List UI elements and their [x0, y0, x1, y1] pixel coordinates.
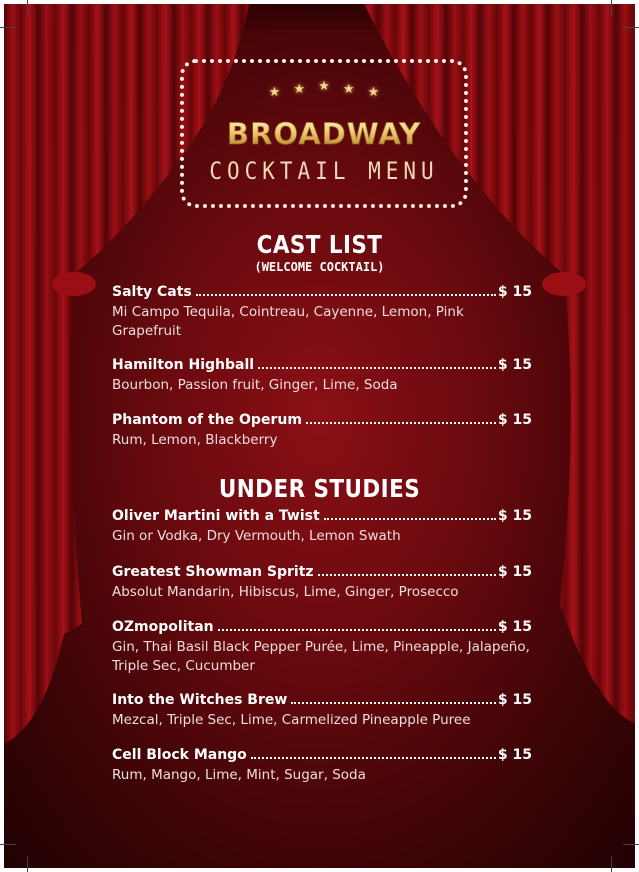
item-name: Greatest Showman Spritz	[112, 564, 314, 580]
item-description: Rum, Mango, Lime, Mint, Sugar, Soda	[112, 767, 366, 783]
crop-mark	[0, 27, 16, 28]
crop-mark	[0, 844, 16, 845]
menu-item	[112, 564, 532, 602]
menu-item	[112, 508, 532, 546]
crop-mark	[623, 844, 639, 845]
item-description: Rum, Lemon, Blackberry	[112, 432, 278, 448]
menu-item	[112, 357, 532, 395]
dot-leader	[291, 702, 496, 704]
item-price: $ 15	[497, 747, 532, 763]
dot-leader	[251, 757, 496, 759]
menu-item	[112, 747, 532, 785]
crop-mark	[27, 856, 28, 872]
menu-item	[112, 619, 532, 676]
dot-leader	[324, 518, 496, 520]
section-subtitle: (WELCOME COCKTAIL)	[254, 260, 385, 274]
item-price: $ 15	[497, 284, 532, 300]
item-name: Oliver Martini with a Twist	[112, 508, 320, 524]
item-name: OZmopolitan	[112, 619, 214, 635]
dot-leader	[196, 294, 496, 296]
dot-leader	[218, 629, 496, 631]
menu-subtitle: COCKTAIL MENU	[209, 157, 439, 185]
item-price: $ 15	[497, 692, 532, 708]
star-icon: ★	[293, 82, 306, 97]
item-name: Into the Witches Brew	[112, 692, 288, 708]
menu-item	[112, 284, 532, 341]
dot-leader	[258, 367, 496, 369]
item-description: Bourbon, Passion fruit, Ginger, Lime, Soda	[112, 377, 398, 393]
item-description: Gin, Thai Basil Black Pepper Purée, Lime, Pineapple, Jalapeño, Triple Sec, Cucumber	[112, 639, 530, 674]
item-name: Cell Block Mango	[112, 747, 247, 763]
dot-leader	[318, 574, 496, 576]
dot-leader	[306, 422, 496, 424]
crop-mark	[611, 856, 612, 872]
star-icon: ★	[342, 82, 355, 97]
item-name: Phantom of the Operum	[112, 412, 302, 428]
item-description: Gin or Vodka, Dry Vermouth, Lemon Swath	[112, 528, 401, 544]
item-price: $ 15	[497, 619, 532, 635]
stars-row	[184, 81, 464, 100]
menu-item	[112, 692, 532, 730]
item-description: Mezcal, Triple Sec, Lime, Carmelized Pineapple Puree	[112, 712, 471, 728]
section-title-under-studies: UNDER STUDIES	[218, 474, 421, 503]
item-price: $ 15	[497, 564, 532, 580]
star-icon: ★	[318, 79, 330, 94]
menu-item	[112, 412, 532, 450]
item-name: Salty Cats	[112, 284, 192, 300]
item-price: $ 15	[497, 412, 532, 428]
marquee-sign	[180, 59, 468, 208]
crop-mark	[27, 0, 28, 16]
crop-mark	[611, 0, 612, 16]
item-price: $ 15	[497, 357, 532, 373]
item-price: $ 15	[497, 508, 532, 524]
crop-mark	[623, 27, 639, 28]
star-icon: ★	[367, 85, 380, 100]
menu-card	[4, 4, 635, 868]
item-description: Absolut Mandarin, Hibiscus, Lime, Ginger, Prosecco	[112, 584, 459, 600]
item-description: Mi Campo Tequila, Cointreau, Cayenne, Lemon, Pink Grapefruit	[112, 304, 464, 339]
section-title-cast-list: CAST LIST	[256, 230, 383, 259]
brand-title: BROADWAY	[184, 117, 464, 151]
star-icon: ★	[268, 85, 281, 100]
item-name: Hamilton Highball	[112, 357, 255, 373]
